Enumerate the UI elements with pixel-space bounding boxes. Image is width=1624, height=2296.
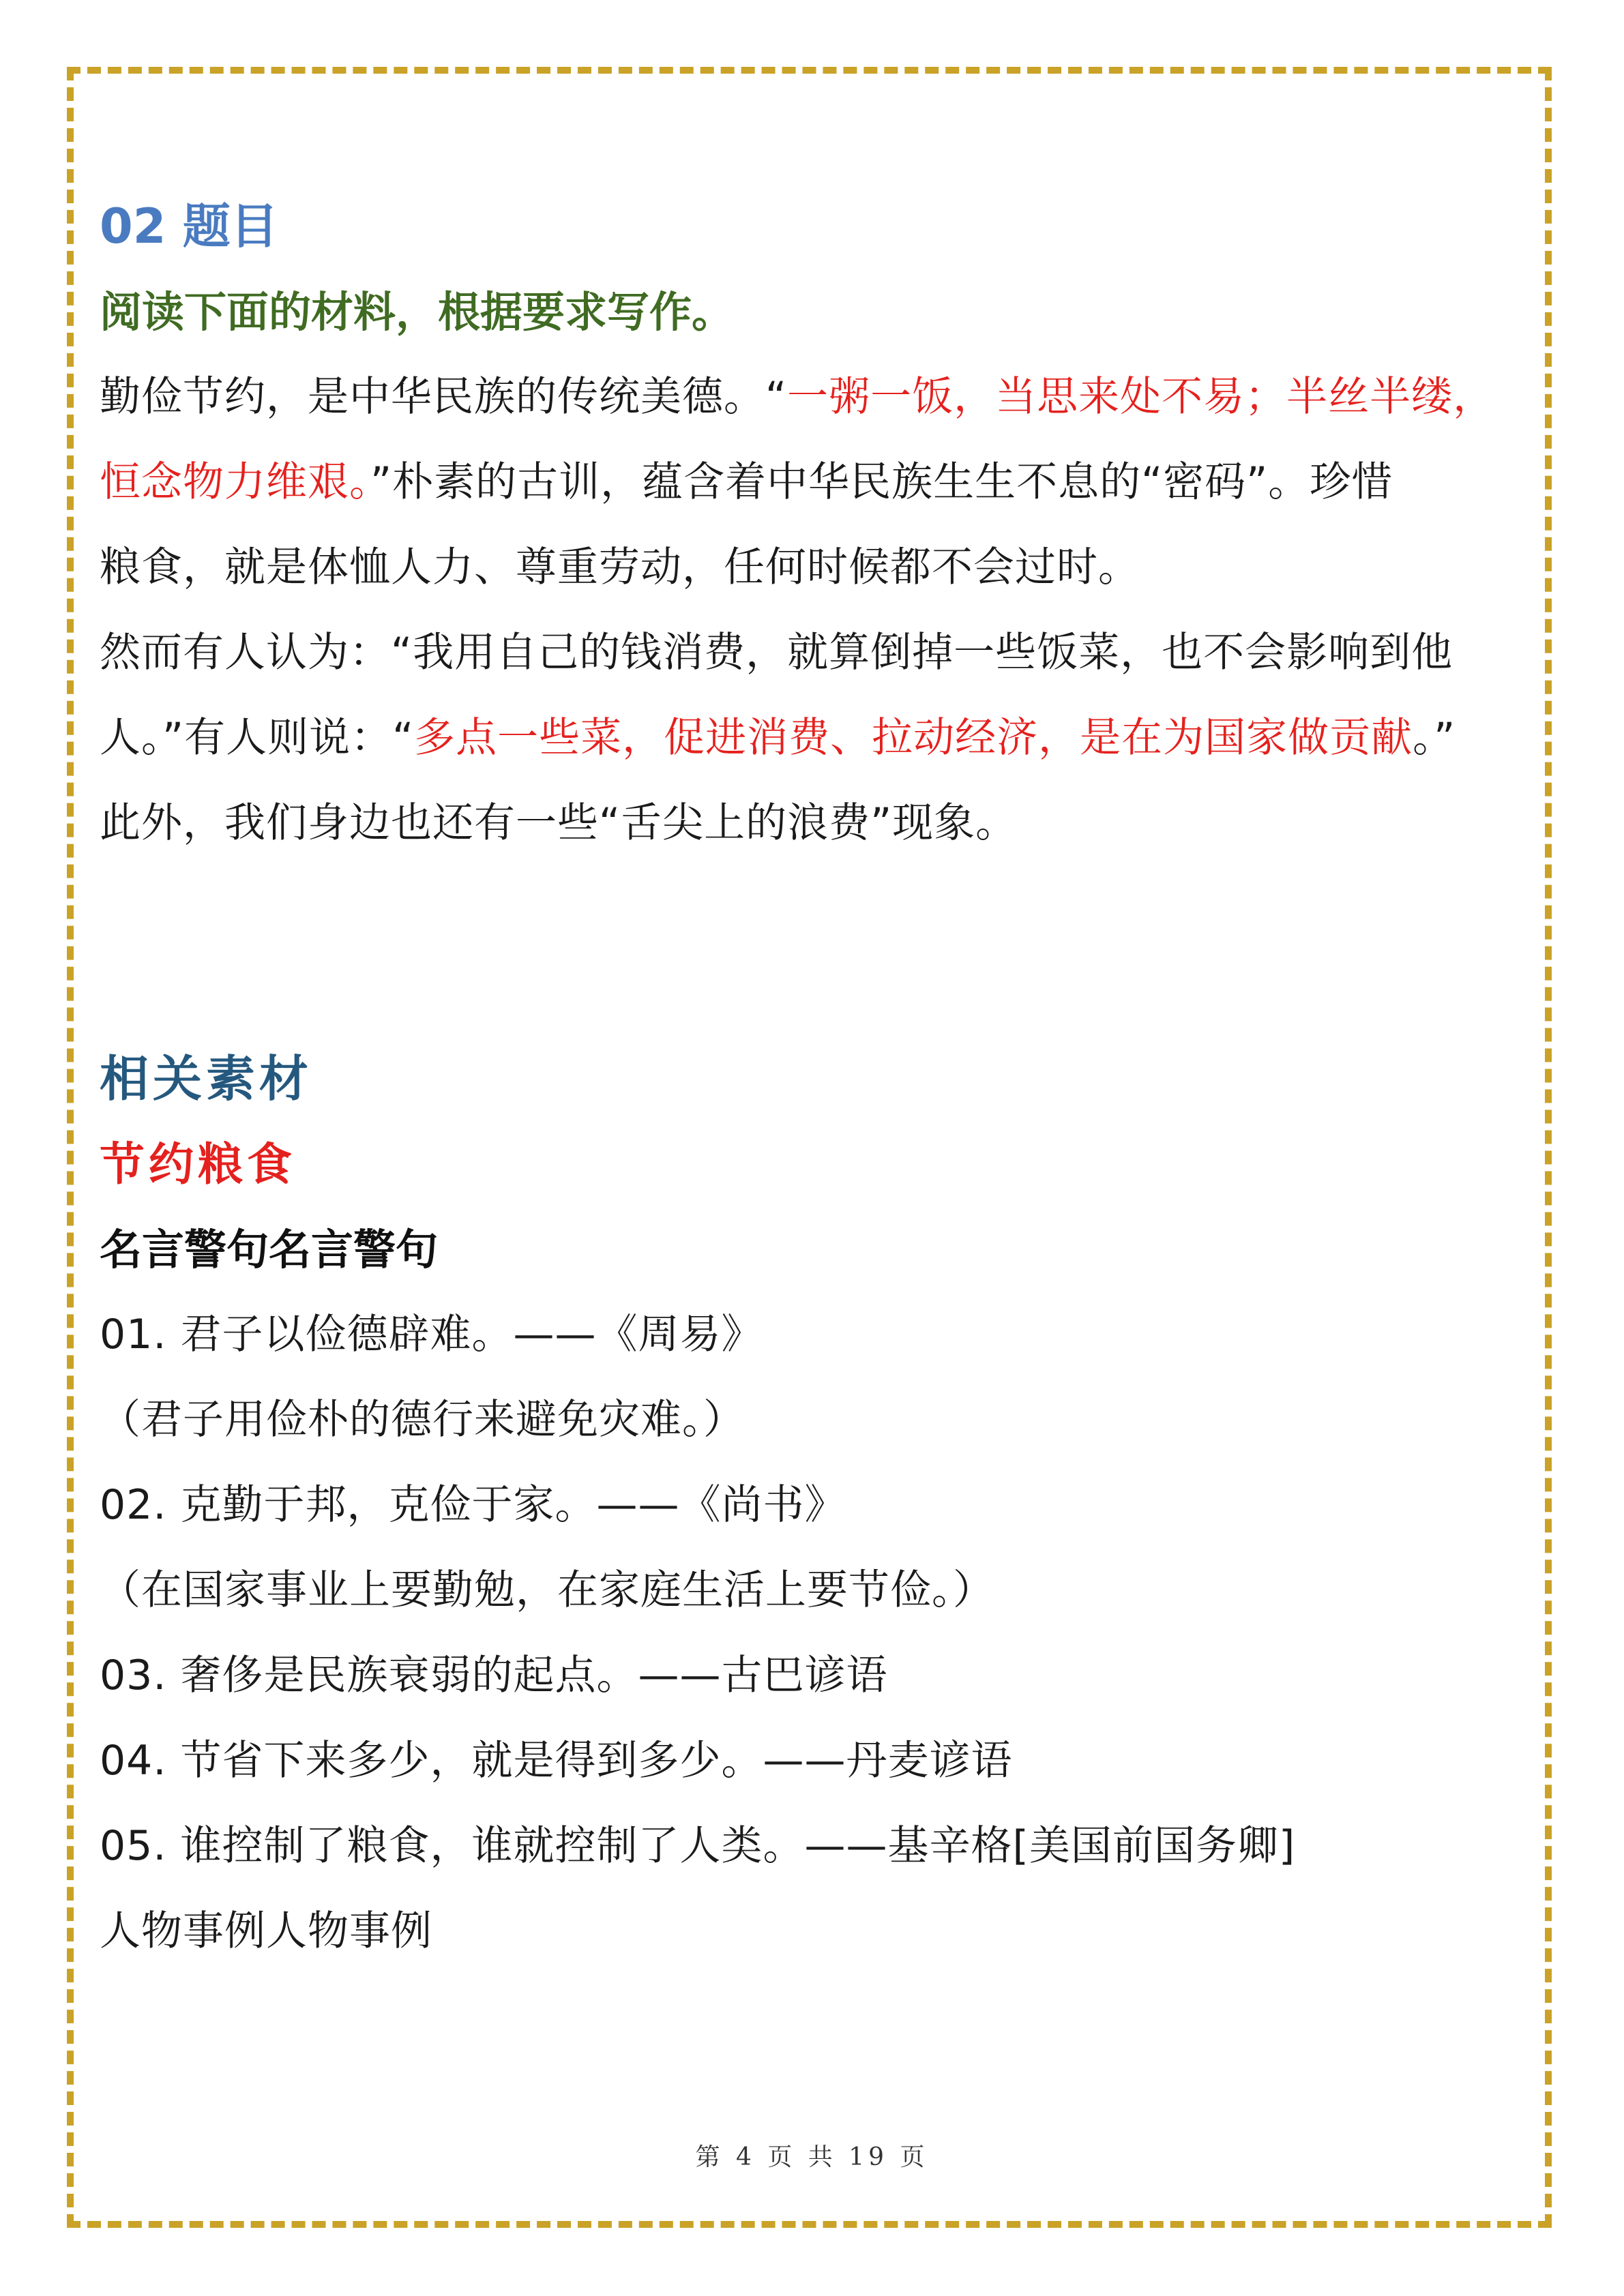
material-line-2 [100, 440, 1532, 525]
page-content [100, 184, 1532, 1974]
highlight-quote: 多点一些菜，促进消费、拉动经济，是在为国家做贡献 [414, 714, 1413, 762]
quote-item-5: 05. 谁控制了粮食，谁就控制了人类。——基辛格[美国前国务卿] [100, 1822, 1296, 1870]
material-line-3: 粮食，就是体恤人力、尊重劳动，任何时候都不会过时。 [100, 543, 1140, 591]
material-text: ”朴素的古训，蕴含着中华民族生生不息的“密码”。珍惜 [370, 458, 1393, 506]
material-line-4: 然而有人认为：“我用自己的钱消费，就算倒掉一些饭菜，也不会影响到他 [100, 629, 1453, 676]
topic-heading: 节约粮食 [100, 1138, 296, 1191]
examples-heading: 人物事例人物事例 [100, 1907, 432, 1955]
material-line-1 [100, 355, 1532, 440]
material-line-5 [100, 696, 1532, 781]
quote-explanation-1: （君子用俭朴的德行来避免灾难。） [100, 1396, 745, 1444]
section-spacer [100, 866, 1532, 1037]
task-instruction: 阅读下面的材料，根据要求写作。 [100, 287, 735, 337]
quote-item-2: 02. 克勤于邦，克俭于家。——《尚书》 [100, 1481, 846, 1529]
quote-item-4: 04. 节省下来多少，就是得到多少。——丹麦谚语 [100, 1737, 1013, 1785]
quote-item-1: 01. 君子以俭德辟难。——《周易》 [100, 1311, 763, 1358]
page-number: 第 4 页 共 19 页 [695, 2143, 929, 2171]
quote-explanation-2: （在国家事业上要勤勉，在家庭生活上要节俭。） [100, 1566, 994, 1614]
highlight-quote: 恒念物力维艰。 [100, 458, 370, 506]
material-line-6: 此外，我们身边也还有一些“舌尖上的浪费”现象。 [100, 799, 1018, 847]
highlight-quote: 一粥一饭，当思来处不易；半丝半缕， [787, 373, 1495, 421]
quote-item-3: 03. 奢侈是民族衰弱的起点。——古巴谚语 [100, 1652, 888, 1699]
material-text: 人。”有人则说：“ [100, 714, 415, 762]
section-title: 02 题目 [100, 198, 278, 254]
related-materials-heading: 相关素材 [100, 1050, 313, 1107]
quotes-heading: 名言警句名言警句 [100, 1225, 439, 1274]
material-text: 。” [1413, 714, 1456, 762]
material-text: 勤俭节约，是中华民族的传统美德。“ [100, 373, 788, 421]
